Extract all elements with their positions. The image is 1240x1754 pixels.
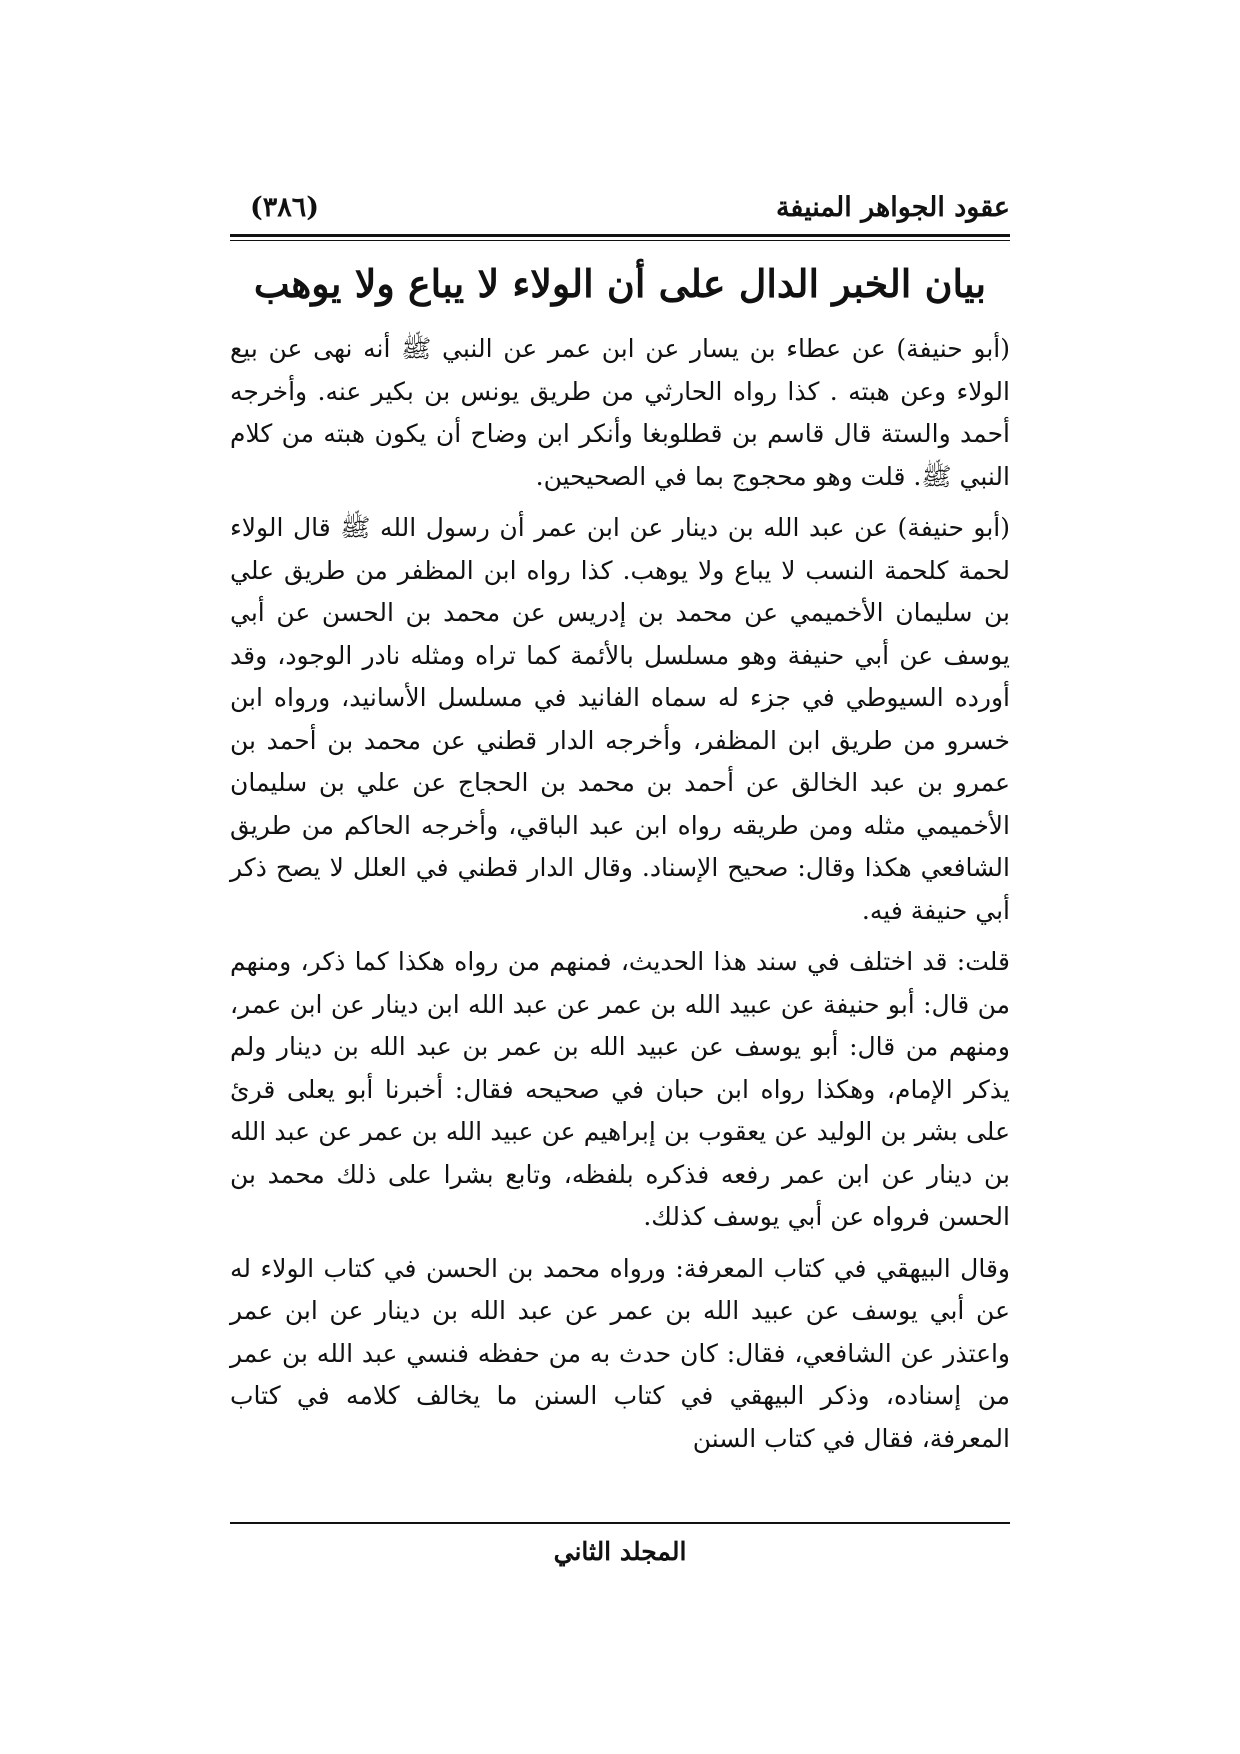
paragraph-3: قلت: قد اختلف في سند هذا الحديث، فمنهم من رواه هكذا كما ذكر، ومنهم من قال: أبو حنيفة عن عبيد الله بن عمر عن عبد الله ابن دينار عن ابن عمر، ومنهم من قال: أبو يوسف عن عبيد الله بن عمر بن عبد الله بن دينار ولم يذكر الإمام، وهكذا رواه ابن حبان في صحيحه فقال: أخبرنا أبو يعلى قرئ على بشر بن الوليد عن يعقوب بن إبراهيم عن عبيد الله بن عمر عن عبد الله بن دينار عن ابن عمر رفعه فذكره بلفظه، وتابع بشرا على ذلك محمد بن الحسن فرواه عن أبي يوسف كذلك. xyxy=(230,947,1010,1231)
section-title: بيان الخبر الدال على أن الولاء لا يباع ولا يوهب xyxy=(253,261,987,306)
page-number: (٣٨٦) xyxy=(250,192,320,223)
paragraph-4: وقال البيهقي في كتاب المعرفة: ورواه محمد بن الحسن في كتاب الولاء له عن أبي يوسف عن عبيد الله بن عمر عن عبد الله بن دينار عن ابن عمر واعتذر عن الشافعي، فقال: كان حدث به من حفظه فنسي عبد الله بن عمر من إسناده، وذكر البيهقي في كتاب السنن ما يخالف كلامه في كتاب المعرفة، فقال في كتاب السنن xyxy=(230,1253,1010,1453)
header-rule-thick xyxy=(230,234,1010,237)
paragraph-2: (أبو حنيفة) عن عبد الله بن دينار عن ابن عمر أن رسول الله ﷺ قال الولاء لحمة كلحمة النسب لا يباع ولا يوهب. كذا رواه ابن المظفر من طريق علي بن سليمان الأخميمي عن محمد بن إدريس عن محمد بن الحسن عن أبي يوسف عن أبي حنيفة وهو مسلسل بالأئمة كما تراه ومثله نادر الوجود، وقد أورده السيوطي في جزء له سماه الفانيد في مسلسل الأسانيد، ورواه ابن خسرو من طريق ابن المظفر، وأخرجه الدار قطني عن محمد بن أحمد بن عمرو بن عبد الخالق عن أحمد بن محمد بن الحجاج عن علي بن سليمان الأخميمي مثله ومن طريقه رواه ابن عبد الباقي، وأخرجه الحاكم من طريق الشافعي هكذا وقال: صحيح الإسناد. وقال الدار قطني في العلل لا يصح ذكر أبي حنيفة فيه. xyxy=(230,513,1010,925)
page-header xyxy=(230,188,1010,228)
paragraph-1: (أبو حنيفة) عن عطاء بن يسار عن ابن عمر عن النبي ﷺ أنه نهى عن بيع الولاء وعن هبته . كذا رواه الحارثي من طريق يونس بن بكير عنه. وأخرجه أحمد والستة قال قاسم بن قطلوبغا وأنكر ابن وضاح أن يكون هبته من كلام النبي ﷺ. قلت وهو محجوج بما في الصحيحين. xyxy=(230,334,1010,491)
book-title: عقود الجواهر المنيفة xyxy=(775,192,1010,223)
footer-rule xyxy=(230,1522,1010,1524)
volume-label: المجلد الثاني xyxy=(553,1537,687,1566)
header-rule-thin xyxy=(230,240,1010,241)
body-text xyxy=(230,328,1010,1469)
